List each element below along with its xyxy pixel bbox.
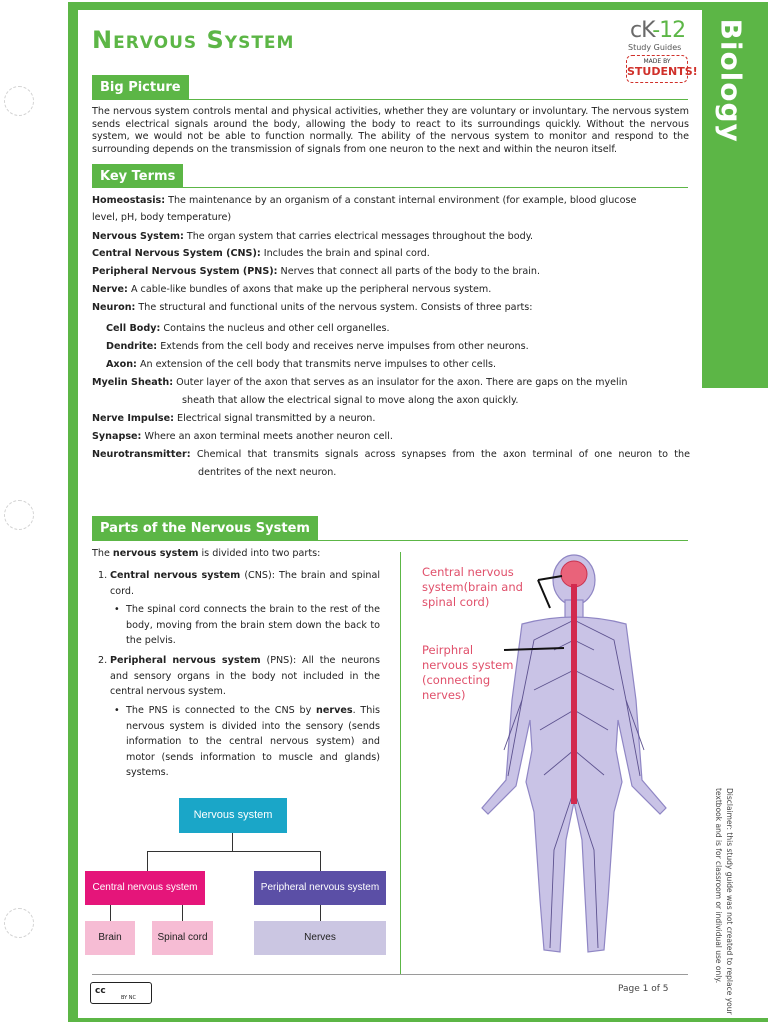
cns-label-1: Central nervous [422,565,514,579]
spinal-cord [571,584,577,804]
cns-number: 1. [98,570,108,581]
term-synapse: Synapse: Where an axon terminal meets another neuron cell. [92,431,393,442]
term-nervous-system: Nervous System: The organ system that carries electrical messages throughout the body. [92,231,534,242]
parts-intro: The nervous system is divided into two parts: [92,548,321,559]
section-rule [92,187,688,188]
column-divider [400,552,401,974]
key-terms-heading: Key Terms [92,164,183,188]
pns-item: Peripheral nervous system (PNS): All the neurons and sensory organs in the body not included in the central nervous system. [110,655,380,697]
cns-bullet: The spinal cord connects the brain to the rest of the body, moving from the brain stem down the back to the pelvis. [126,604,380,646]
term-nerve: Nerve: A cable-like bundles of axons that make up the peripheral nervous system. [92,284,492,295]
big-picture-heading: Big Picture [92,75,189,99]
creative-commons-badge: cc BY NC [90,982,152,1004]
tree-root: Nervous system [179,798,287,833]
term-cns: Central Nervous System (CNS): Includes the brain and spinal cord. [92,248,430,259]
term-axon: Axon: An extension of the cell body that transmits nerve impulses to other cells. [106,359,497,370]
pns-number: 2. [98,655,108,666]
punch-hole-icon [4,500,34,530]
term-neurotransmitter-cont: dentrites of the next neuron. [198,467,337,478]
cns-label-2: system(brain and [422,580,523,594]
section-rule [92,99,688,100]
subject-label: Biology [714,18,748,143]
pns-label-3: (connecting [422,673,491,687]
punch-hole-icon [4,86,34,116]
tree-cns: Central nervous system [85,871,205,905]
bullet-icon: • [114,604,120,615]
pns-label-2: nervous system [422,658,514,672]
big-picture-text: The nervous system controls mental and physical activities, whether they are voluntary or involuntary. The nervous system sends electrical signals around the body, allowing the body to react to its surroundings quickly. Without the nervous system, we would not be able to function normally. The ability of the nervous system to monitor and respond to the surrounding depends on the transmission of signals from one neuron to the next and within the neuron itself. [92,106,689,155]
page-title: Nervous System [92,26,295,54]
tree-connector [232,833,233,851]
tree-spinal-cord: Spinal cord [152,921,213,955]
term-homeostasis: Homeostasis: The maintenance by an organism of a constant internal environment (for example, blood glucose [92,195,637,206]
side-margin [702,388,768,1018]
brain-icon [561,561,587,587]
bullet-icon: • [114,705,120,716]
term-neurotransmitter: Neurotransmitter: Chemical that transmits signals across synapses from the axon terminal of one neuron to the [92,449,690,460]
punch-hole-icon [4,908,34,938]
term-neuron: Neuron: The structural and functional units of the nervous system. Consists of three parts: [92,302,533,313]
ck12-logo: cK-12 Study Guides MADE BY STUDENTS! [622,18,692,86]
disclaimer: Disclaimer: this study guide was not created to replace your textbook and is for classroom or individual use only. [714,788,734,1015]
tree-nerves: Nerves [254,921,386,955]
cns-item: Central nervous system (CNS): The brain and spinal cord. [110,570,380,597]
page-number: Page 1 of 5 [618,984,669,994]
parts-heading: Parts of the Nervous System [92,516,318,540]
tree-connector [182,905,183,921]
term-dendrite: Dendrite: Extends from the cell body and receives nerve impulses from other neurons. [106,341,529,352]
tree-brain: Brain [85,921,135,955]
tree-connector [147,851,148,871]
cns-label-3: spinal cord) [422,595,490,609]
tree-connector [147,851,321,852]
term-homeostasis-cont: level, pH, body temperature) [92,212,232,223]
pns-label-1: Peirphral [422,643,474,657]
footer-rule [92,974,688,975]
tree-connector [320,851,321,871]
term-myelin-cont: sheath that allow the electrical signal to move along the axon quickly. [182,395,519,406]
body-illustration [404,550,700,960]
section-rule [92,540,688,541]
made-by-students-badge: MADE BY STUDENTS! [626,55,688,83]
pns-bullet: The PNS is connected to the CNS by nerves. This nervous system is divided into the sensory (sends information to the central nervous system) and motor (sends information to muscle and glands) systems. [126,705,380,778]
term-myelin: Myelin Sheath: Outer layer of the axon that serves as an insulator for the axon. There are gaps on the myelin [92,377,628,388]
term-nerve-impulse: Nerve Impulse: Electrical signal transmitted by a neuron. [92,413,376,424]
tree-pns: Peripheral nervous system [254,871,386,905]
term-cell-body: Cell Body: Contains the nucleus and other cell organelles. [106,323,390,334]
term-pns: Peripheral Nervous System (PNS): Nerves that connect all parts of the body to the brain. [92,266,541,277]
tree-connector [320,905,321,921]
pns-label-4: nerves) [422,688,466,702]
tree-connector [110,905,111,921]
